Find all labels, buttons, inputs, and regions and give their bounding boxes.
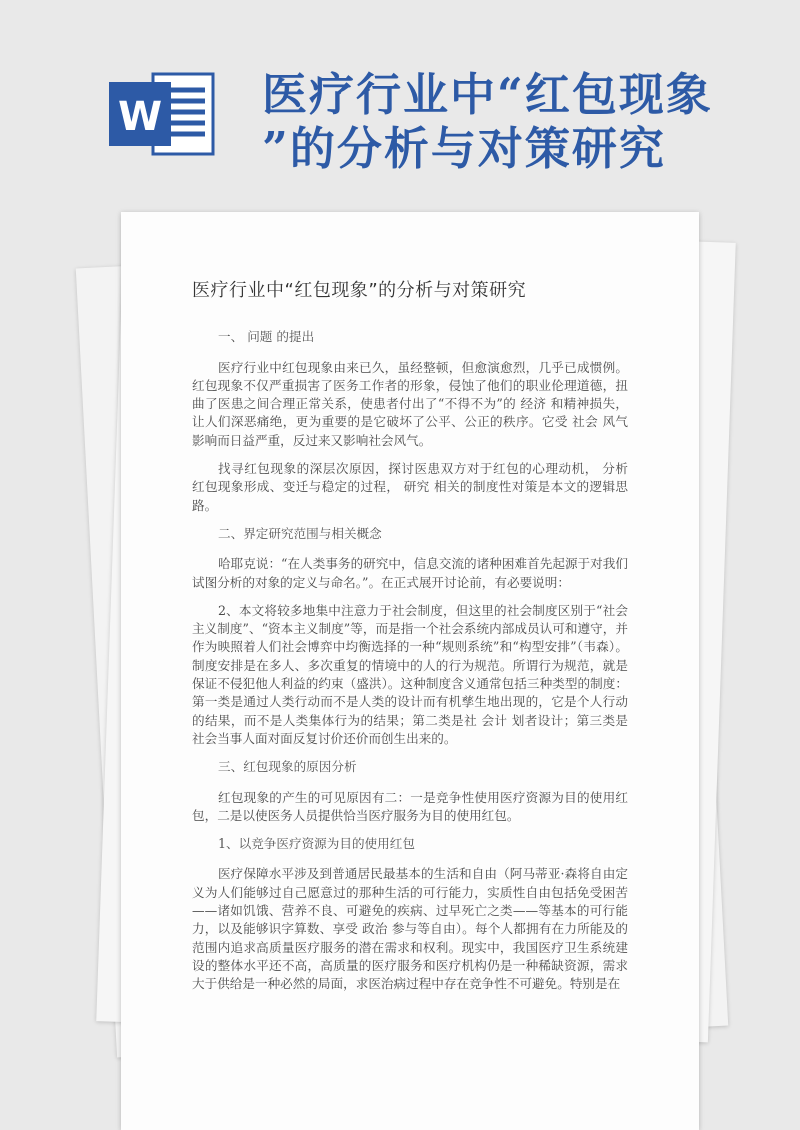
document-title: 医疗行业中“红包现象”的分析与对策研究 <box>192 280 527 301</box>
word-document-icon <box>109 68 219 160</box>
section-heading: 二、界定研究范围与相关概念 <box>218 525 382 541</box>
document-body <box>192 328 628 993</box>
section-heading: 1、以竞争医疗资源为目的使用红包 <box>218 836 415 852</box>
document-page <box>121 212 699 1130</box>
paragraph: 2、本文将较多地集中注意力于社会制度，但这里的社会制度区别于“社会主义制度”、“资本主义制度”等，而是指一个社会系统内部成员认可和遵守，并作为映照着人们社会博弈中均衡选择的一种“规则系统”和“构型安排”（韦森）。制度安排是在多人、多次重复的情境中的人的行为规范。所谓行为规范，就是保证不侵犯他人利益的约束（盛洪）。这种制度含义通常包括三种类型的制度：第一类是通过人类行动而不是人类的设计而有机孳生地出现的，它是个人行动的结果，而不是人类集体行为的结果；第二类是社 会计 划者设计；第三类是社会当事人面对面反复讨价还价而创生出来的。 <box>192 602 628 746</box>
document-content <box>192 282 628 1004</box>
paragraph: 哈耶克说：“在人类事务的研究中，信息交流的诸种困难首先起源于对我们试图分析的对象的定义与命名。”。在正式展开讨论前，有必要说明： <box>192 556 628 590</box>
banner-title-line-2: ”的分析与对策研究 <box>262 122 666 175</box>
banner <box>0 0 800 200</box>
banner-title-line-1: 医疗行业中“红包现象 <box>262 68 713 121</box>
paragraph: 红包现象的产生的可见原因有二：一是竞争性使用医疗资源为目的使用红包，二是以使医务人员提供恰当医疗服务为目的使用红包。 <box>192 789 628 823</box>
section-heading: 三、红包现象的原因分析 <box>218 759 357 775</box>
paragraph: 医疗保障水平涉及到普通居民最基本的生活和自由（阿马蒂亚·森将自由定义为人们能够过自己愿意过的那种生活的可行能力，实质性自由包括免受困苦——诸如饥饿、营养不良、可避免的疾病、过早死亡之类——等基本的可行能力，以及能够识字算数、享受 政治 参与等自由）。每个人都拥有在力所能及的范围内追求高质量医疗服务的潜在需求和权利。现实中，我国医疗卫生系统建设的整体水平还不高，高质量的医疗服务和医疗机构仍是一种稀缺资源，需求大于供给是一种必然的局面，求医治病过程中存在竞争性不可避免。特别是在 <box>192 866 628 992</box>
word-icon-letter: W <box>117 94 163 140</box>
paragraph: 医疗行业中红包现象由来已久，虽经整顿，但愈演愈烈，几乎已成惯例。红包现象不仅严重损害了医务工作者的形象，侵蚀了他们的职业伦理道德，扭曲了医患之间合理正常关系，使患者付出了“不得不为”的 经济 和精神损失，让人们深恶痛绝，更为重要的是它破坏了公平、公正的秩序。它受 社会 风气 影响而日益严重，反过来又影响社会风气。 <box>192 359 628 448</box>
paragraph: 找寻红包现象的深层次原因，探讨医患双方对于红包的心理动机， 分析 红包现象形成、变迁与稳定的过程， 研究 相关的制度性对策是本文的逻辑思路。 <box>192 461 628 513</box>
section-heading: 一、 问题 的提出 <box>218 329 315 345</box>
